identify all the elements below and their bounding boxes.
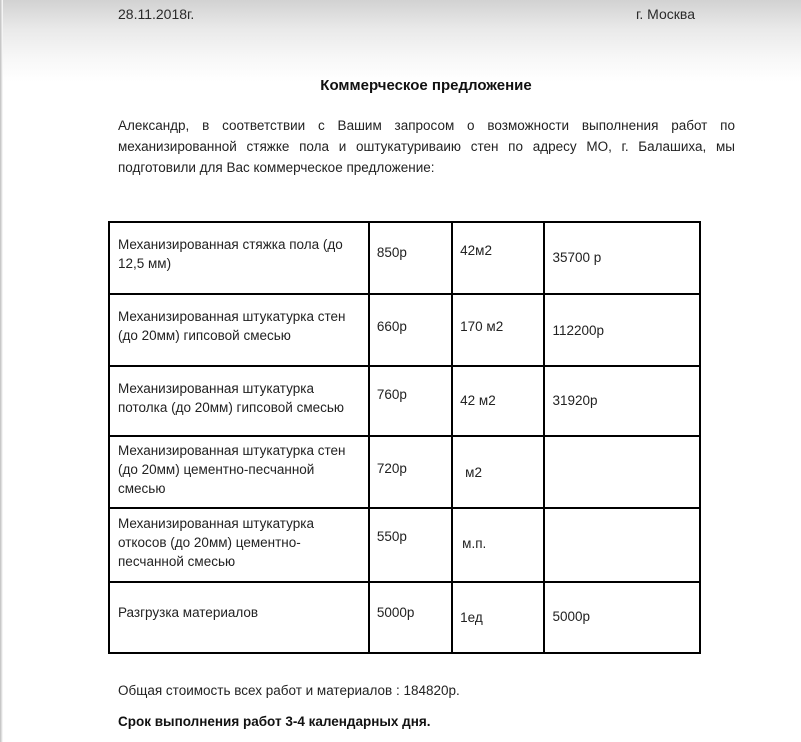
table-row (109, 436, 700, 508)
work-name-cell (109, 582, 369, 653)
quantity: 170 м2 (460, 319, 504, 334)
table-row (109, 582, 700, 653)
unit-price: 720р (376, 461, 407, 476)
total-cell (544, 508, 700, 582)
total-cell (544, 366, 700, 436)
unit-price-cell (369, 366, 452, 436)
work-name: Разгрузка материалов (118, 605, 259, 620)
total (545, 437, 699, 462)
work-name-cell (109, 366, 369, 436)
table-row (109, 508, 700, 582)
work-name: Механизированная штукатурка стен (до 20мм) гипсовой смесью (118, 309, 346, 343)
quantity: 42 м2 (460, 393, 496, 408)
total: 5000р (552, 609, 590, 624)
total-cell (544, 222, 700, 294)
unit-price-cell (369, 436, 452, 508)
quantity-cell (452, 582, 544, 653)
quantity: м2 (465, 465, 482, 480)
intro-paragraph: Александр, в соответствии с Вашим запросом о возможности выполнения работ по механизированной стяжке пола и оштукатуриваию стен по адресу МО, г. Балашиха, мы подготовили для Вас коммерческое предложение: (118, 118, 735, 175)
work-name-cell (109, 294, 369, 366)
quantity-cell (452, 436, 544, 508)
total-summary: Общая стоимость всех работ и материалов : 184820р. (118, 683, 460, 698)
work-name: Механизированная штукатурка откосов (до 20мм) цементно-песчанной смесью (118, 516, 314, 569)
total: 31920р (552, 393, 598, 408)
unit-price-cell (369, 222, 452, 294)
quantity-cell (452, 294, 544, 366)
quantity-cell (452, 366, 544, 436)
work-name-cell (109, 508, 369, 582)
unit-price: 5000р (376, 605, 415, 620)
document-title: Коммерческое предложение (320, 77, 532, 94)
total (545, 509, 699, 534)
work-name-cell (109, 222, 369, 294)
unit-price-cell (369, 294, 452, 366)
unit-price: 660р (376, 319, 407, 334)
unit-price: 760р (376, 387, 407, 402)
table-row (109, 294, 700, 366)
page-edge (0, 0, 3, 742)
quantity-cell (452, 222, 544, 294)
total: 112200р (552, 323, 605, 338)
work-name: Механизированная штукатурка потолка (до 20мм) гипсовой смесью (118, 381, 345, 415)
total-cell (544, 436, 700, 508)
total-cell (544, 294, 700, 366)
unit-price-cell (369, 582, 452, 653)
work-name: Механизированная стяжка пола (до 12,5 мм) (118, 237, 343, 271)
unit-price: 550р (376, 529, 407, 544)
quantity: м.п. (462, 536, 487, 551)
deadline-note: Срок выполнения работ 3-4 календарных дня. (118, 714, 431, 729)
work-name-cell (109, 436, 369, 508)
document-city: г. Москва (636, 6, 695, 22)
total-cell (544, 582, 700, 653)
quantity-cell (452, 508, 544, 582)
price-table (108, 221, 701, 654)
table-row (109, 366, 700, 436)
unit-price-cell (369, 508, 452, 582)
table-row (109, 222, 700, 294)
unit-price: 850р (376, 245, 407, 260)
total: 35700 р (552, 250, 602, 265)
quantity: 1ед (460, 610, 483, 625)
document-date: 28.11.2018г. (118, 6, 195, 22)
quantity: 42м2 (460, 243, 492, 258)
work-name: Механизированная штукатурка стен (до 20мм) цементно-песчанной смесью (118, 443, 346, 496)
